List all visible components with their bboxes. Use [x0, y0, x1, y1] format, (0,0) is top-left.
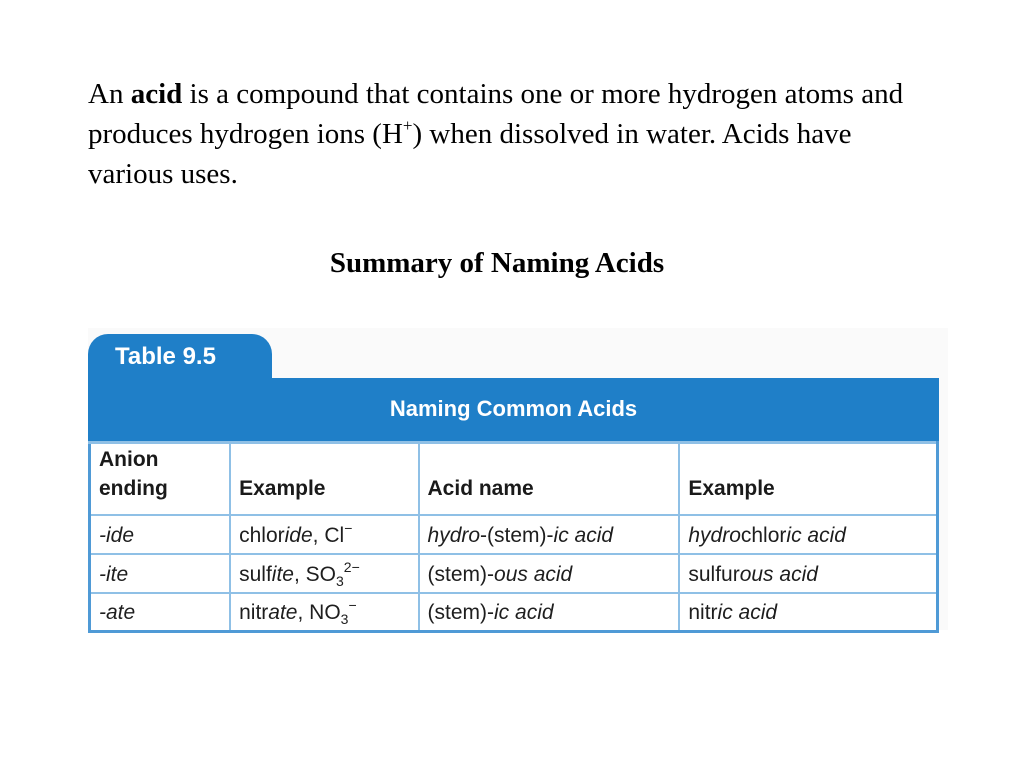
example-acid-stem: chlor — [740, 523, 787, 547]
anion-ending-cell: -ate — [90, 593, 231, 632]
table-row — [90, 554, 938, 593]
acid-name-suffix: ic acid — [553, 523, 614, 547]
table-row — [90, 515, 938, 554]
intro-text-middle: is a compound that contains one or more hydrogen atoms and produces hydrogen ions (H — [88, 78, 904, 150]
table-row — [90, 593, 938, 632]
header-example: Example — [230, 443, 418, 515]
anion-charge: − — [344, 519, 353, 536]
example-anion-cell — [230, 593, 418, 632]
acid-naming-table — [88, 441, 939, 633]
acid-name-stem: -(stem)- — [480, 523, 554, 547]
example-separator: , — [293, 562, 306, 586]
acid-name-suffix: ic acid — [494, 601, 554, 624]
anion-ending-cell: -ide — [90, 515, 231, 554]
anion-formula: NO — [309, 601, 341, 624]
header-anion-ending — [90, 443, 231, 515]
anion-formula-subscript: 3 — [340, 611, 349, 627]
example-anion-stem: chlor — [239, 523, 285, 547]
acid-term: acid — [130, 78, 183, 110]
header-anion-line1: Anion — [99, 447, 159, 471]
intro-text-start: An — [88, 78, 131, 110]
example-anion-ending: ite — [271, 562, 294, 586]
acid-naming-table-figure — [88, 328, 948, 630]
header-anion-line2: ending — [99, 476, 168, 500]
example-anion-cell — [230, 554, 418, 593]
example-anion-stem: sulf — [239, 562, 272, 586]
acid-name-stem: (stem)- — [427, 601, 495, 624]
table-header-row — [90, 443, 938, 515]
header-example-acid: Example — [679, 443, 937, 515]
acid-name-suffix: ous acid — [494, 562, 573, 586]
example-acid-cell — [679, 554, 937, 593]
example-acid-cell — [679, 593, 937, 632]
example-acid-suffix: ous acid — [739, 562, 818, 586]
example-acid-stem: sulfur — [688, 562, 740, 586]
anion-charge: − — [348, 597, 357, 613]
anion-formula-subscript: 3 — [336, 572, 344, 589]
example-anion-ending: ide — [284, 523, 313, 547]
anion-formula: Cl — [324, 523, 345, 547]
anion-charge: 2− — [343, 558, 360, 575]
example-acid-stem: nitr — [688, 601, 718, 624]
acid-name-prefix: hydro — [427, 523, 481, 547]
table-caption: Naming Common Acids — [88, 378, 939, 441]
table-number-tab: Table 9.5 — [88, 334, 272, 378]
section-title: Summary of Naming Acids — [329, 247, 665, 279]
acid-name-rule-cell — [419, 593, 680, 632]
acid-name-rule-cell — [419, 554, 680, 593]
example-anion-cell — [230, 515, 418, 554]
anion-ending-cell: -ite — [90, 554, 231, 593]
example-anion-ending: ate — [268, 601, 298, 624]
example-acid-prefix: hydro — [688, 523, 741, 547]
example-separator: , — [297, 601, 310, 624]
intro-text-end: ) when dissolved in water. Acids have various uses. — [88, 118, 852, 190]
example-acid-cell — [679, 515, 937, 554]
example-acid-suffix: ic acid — [717, 601, 778, 624]
example-separator: , — [312, 523, 325, 547]
anion-formula: SO — [305, 562, 336, 586]
header-acid-name: Acid name — [419, 443, 680, 515]
example-anion-stem: nitr — [239, 601, 269, 624]
example-acid-suffix: ic acid — [786, 523, 846, 547]
acid-name-stem: (stem)- — [427, 562, 495, 586]
intro-paragraph — [88, 74, 918, 194]
hydrogen-ion-charge: + — [402, 116, 413, 135]
acid-name-rule-cell — [419, 515, 680, 554]
